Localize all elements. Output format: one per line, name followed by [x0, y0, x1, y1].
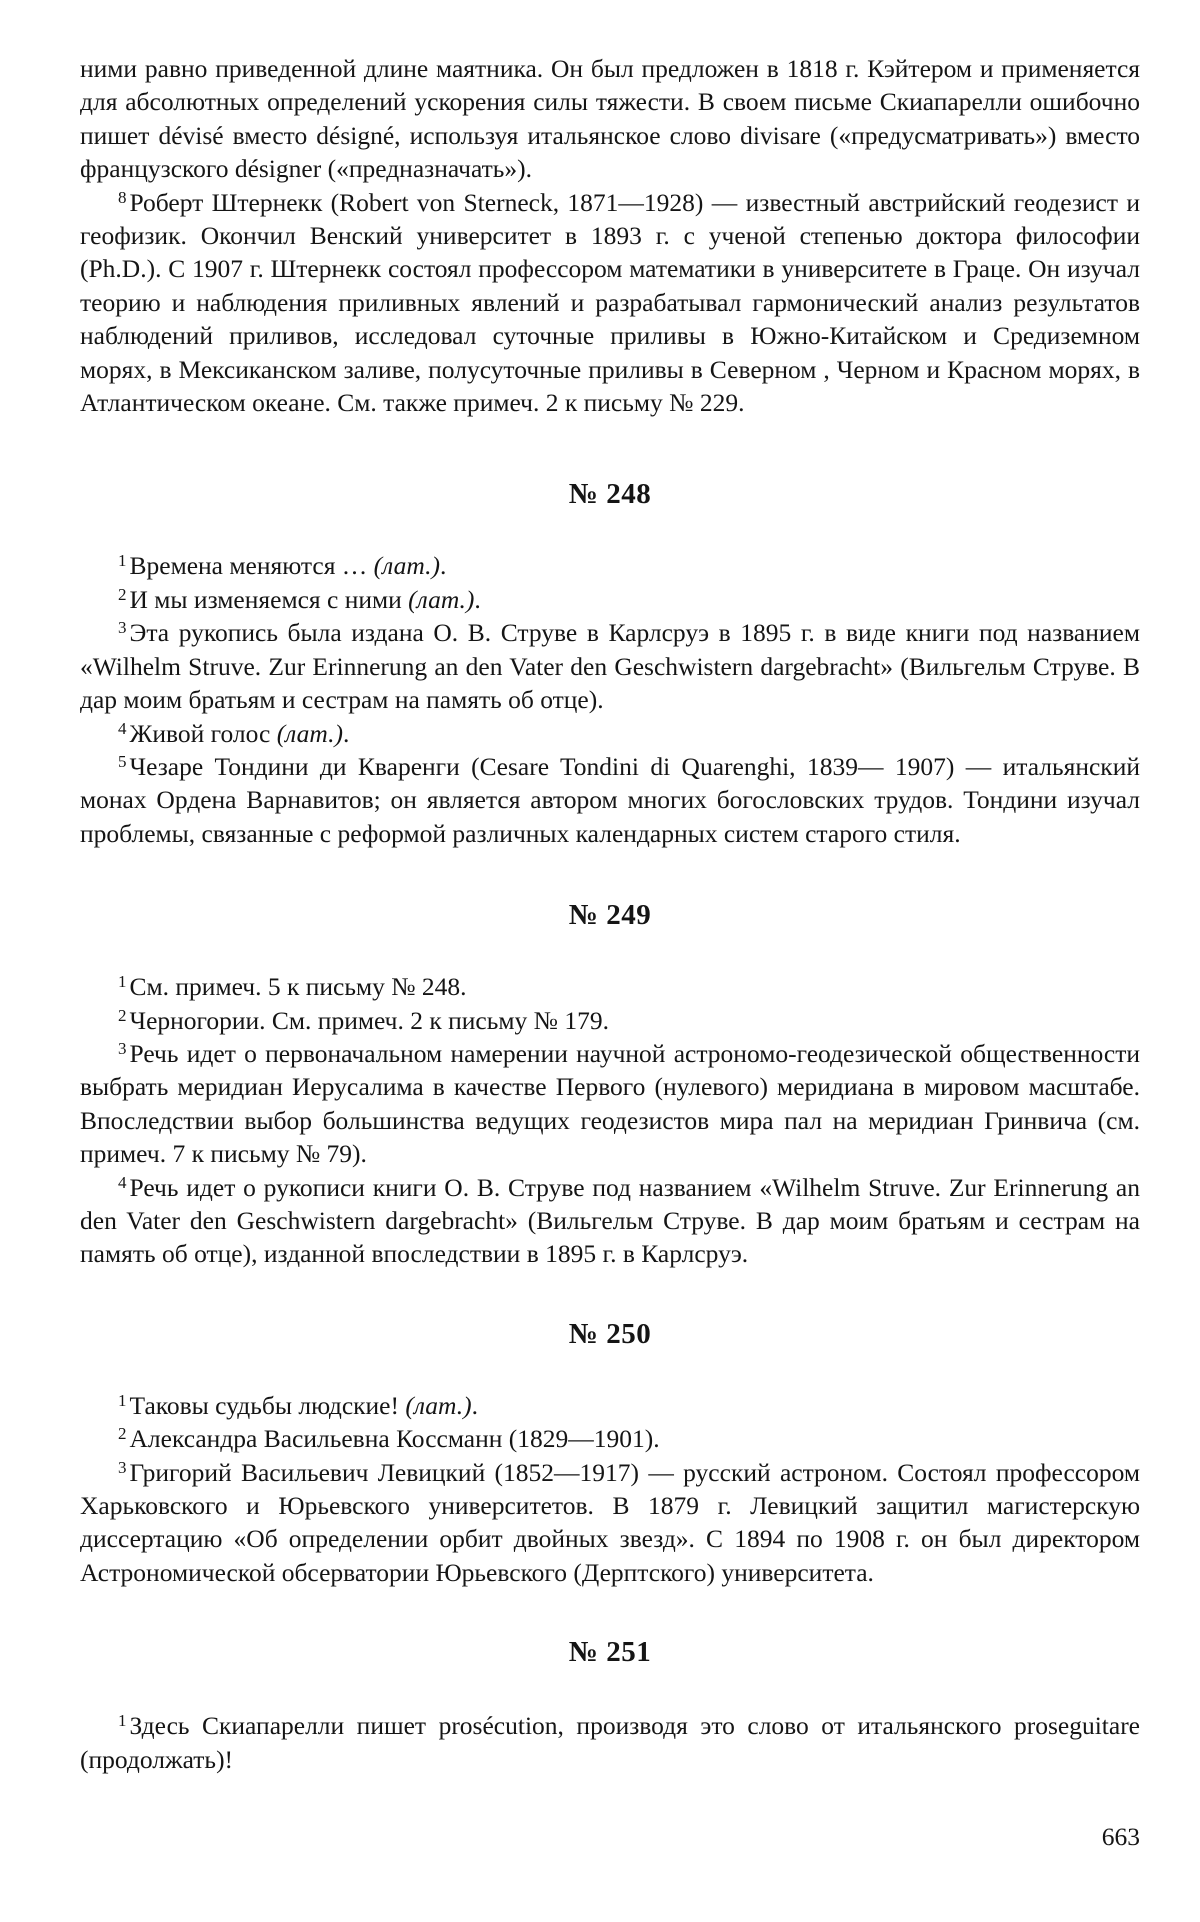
note-text: И мы изменяемся с ними	[129, 584, 409, 614]
note-251-1	[80, 1709, 1140, 1776]
note-250-2	[80, 1422, 1140, 1455]
footnote-number: 1	[118, 1711, 127, 1731]
language-label: (лат.)	[408, 584, 475, 614]
note-tail: .	[439, 551, 447, 581]
footnote-number: 5	[118, 751, 127, 771]
note-text: См. примеч. 5 к письму № 248.	[129, 972, 467, 1002]
footnote-number: 3	[118, 1038, 127, 1058]
note-tail: .	[342, 718, 350, 748]
footnote-number: 3	[118, 1457, 127, 1477]
note-248-4	[80, 717, 1140, 750]
section-heading-251: № 251	[568, 1636, 652, 1669]
footnote-continuation: ними равно приведенной длине маятника. Он был предложен в 1818 г. Кэйтером и применяется для абсолютных определений ускорения силы тяжести. В своем письме Скиапарелли ошибочно пишет dévisé вместо désigné, используя итальянское слово divisare («предусматривать») вместо французского désigner («предназначать»).	[80, 54, 1140, 184]
note-250-3	[80, 1456, 1140, 1590]
footnote-number: 2	[118, 1005, 127, 1025]
footnote-number: 4	[118, 718, 127, 738]
note-248-1	[80, 549, 1140, 582]
note-248-3	[80, 616, 1140, 716]
footnote-text: Роберт Штернекк (Robert von Sterneck, 1871—1928) — известный австрийский геодезист и геофизик. Окончил Венский университет в 1893 г. с ученой степенью доктора философии (Ph.D.). С 1907 г. Штернекк состоял профессором математики в университете в Граце. Он изучал теорию и наблюдения приливных явлений и разрабатывал гармонический анализ результатов наблюдений приливов, исследовал суточные приливы в Южно-Китайском и Средиземном морях, в Мексиканском заливе, полусуточные приливы в Северном , Черном и Красном морях, в Атлантическом океане. См. также примеч. 2 к письму № 229.	[80, 187, 1140, 418]
page-body	[80, 52, 1140, 1776]
note-text: Речь идет о первоначальном намерении научной астрономо-геодезической общественности выбрать меридиан Иерусалима в качестве Первого (нулевого) меридиана в мировом масштабе. Впоследствии выбор большинства ведущих геодезистов мира пал на меридиан Гринвича (см. примеч. 7 к письму № 79).	[80, 1038, 1140, 1169]
note-250-1	[80, 1389, 1140, 1422]
footnote-number: 2	[118, 1424, 127, 1444]
footnote-number: 2	[118, 584, 127, 604]
footnote-number: 1	[118, 551, 127, 571]
note-text: Эта рукопись была издана О. В. Струве в Карлсруэ в 1895 г. в виде книги под названием «Wilhelm Struve. Zur Erinnerung an den Vater den Geschwistern dargebracht» (Вильгельм Струве. В дар моим братьям и сестрам на память об отце).	[80, 618, 1140, 715]
footnote-number: 1	[118, 972, 127, 992]
note-248-5	[80, 750, 1140, 850]
footnote-number: 1	[118, 1390, 127, 1410]
note-tail: .	[471, 1390, 478, 1420]
note-text: Таковы судьбы людские!	[129, 1390, 406, 1420]
note-text: Времена меняются …	[129, 551, 374, 581]
page-number: 663	[1101, 1822, 1140, 1851]
footnote-8	[80, 186, 1140, 420]
note-249-2	[80, 1004, 1140, 1037]
note-249-3	[80, 1037, 1140, 1171]
note-text: Здесь Скиапарелли пишет prosécution, производя это слово от итальянского proseguitare (продолжать)!	[80, 1711, 1140, 1774]
note-tail: .	[474, 584, 481, 614]
section-heading-248: № 248	[568, 478, 652, 511]
note-text: Александра Васильевна Коссманн (1829—1901).	[129, 1424, 660, 1454]
note-text: Григорий Васильевич Левицкий (1852—1917) — русский астроном. Состоял профессором Харьковского и Юрьевского университетов. В 1879 г. Левицкий защитил магистерскую диссертацию «Об определении орбит двойных звезд». С 1894 по 1908 г. он был директором Астрономической обсерватории Юрьевского (Дерптского) университета.	[80, 1457, 1140, 1587]
footnote-number: 3	[118, 618, 127, 638]
footnote-number: 4	[118, 1172, 127, 1192]
footnote-number: 8	[118, 187, 127, 207]
section-heading-250: № 250	[568, 1317, 652, 1350]
note-text: Черногории. См. примеч. 2 к письму № 179.	[129, 1005, 609, 1035]
language-label: (лат.)	[405, 1390, 472, 1420]
language-label: (лат.)	[276, 718, 343, 748]
language-label: (лат.)	[373, 551, 440, 581]
note-text: Чезаре Тондини ди Кваренги (Cesare Tondini di Quarenghi, 1839— 1907) — итальянский монах Ордена Варнавитов; он является автором многих богословских трудов. Тондини изучал проблемы, связанные с реформой различных календарных систем старого стиля.	[80, 751, 1140, 848]
note-text: Речь идет о рукописи книги О. В. Струве под названием «Wilhelm Struve. Zur Erinnerung an den Vater den Geschwistern dargebracht» (Вильгельм Струве. В дар моим братьям и сестрам на память об отце), изданной впоследствии в 1895 г. в Карлсруэ.	[80, 1172, 1140, 1269]
note-249-4	[80, 1171, 1140, 1271]
section-heading-249: № 249	[568, 899, 652, 932]
note-248-2	[80, 583, 1140, 616]
note-249-1	[80, 970, 1140, 1003]
note-text: Живой голос	[129, 718, 277, 748]
